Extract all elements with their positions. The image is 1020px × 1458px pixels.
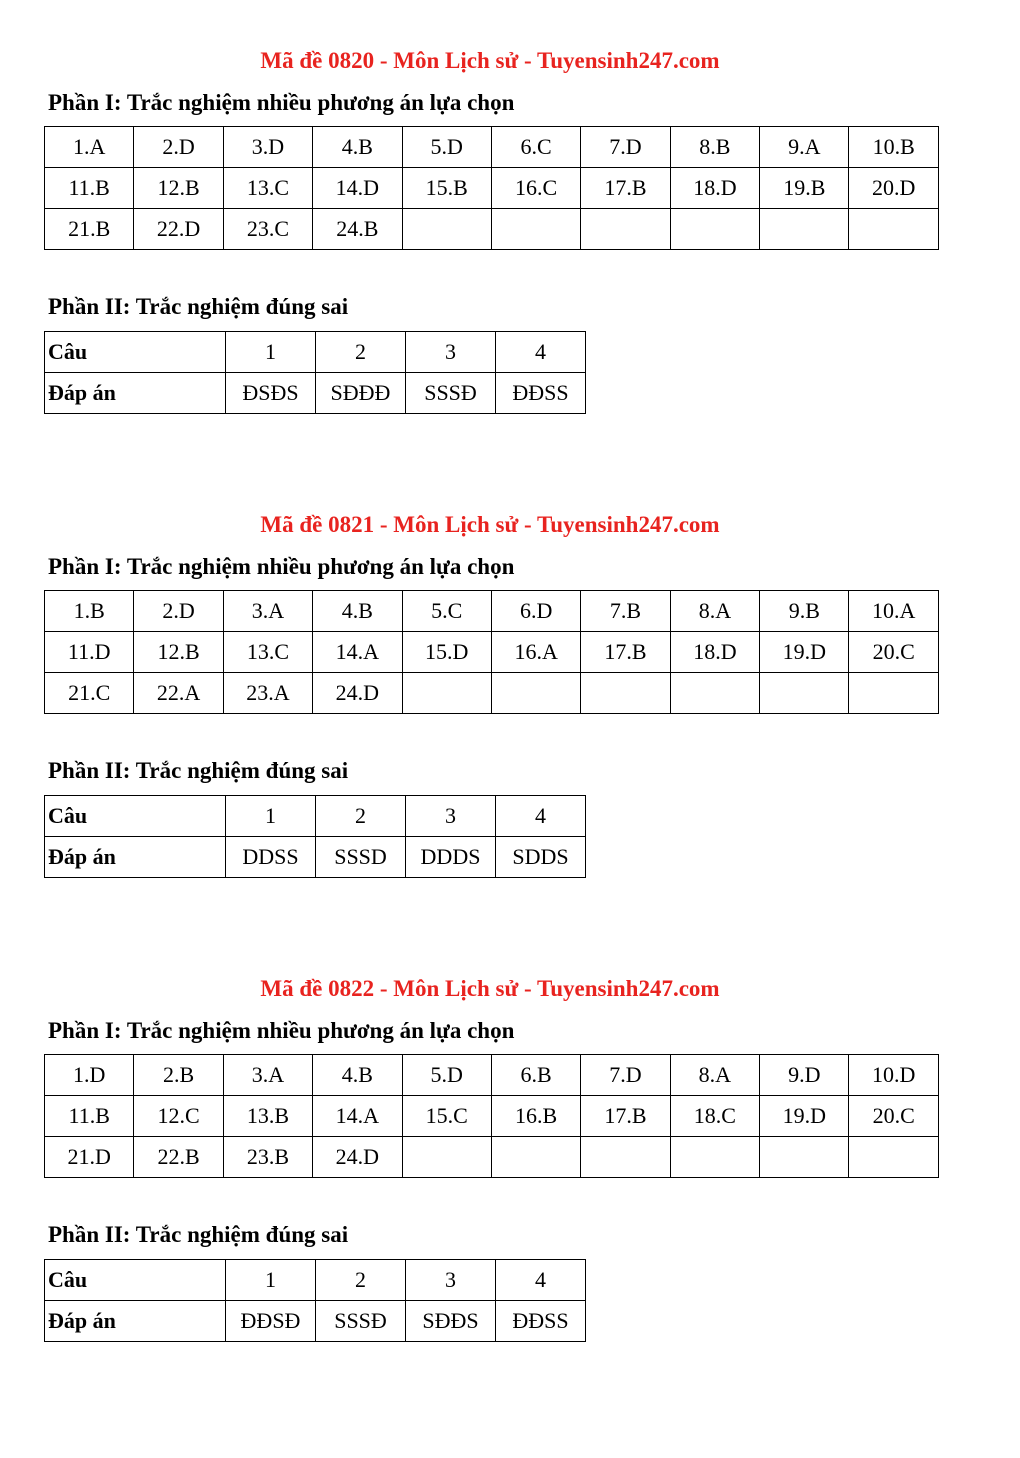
answer-cell: 6.D <box>491 591 580 632</box>
tf-answer-cell: DDDS <box>406 837 496 878</box>
tf-answer-cell: ĐĐSĐ <box>226 1301 316 1342</box>
answer-cell: 10.B <box>849 127 939 168</box>
answer-cell: 2.B <box>134 1055 223 1096</box>
answer-cell: 6.B <box>491 1055 580 1096</box>
table-row <box>45 127 939 168</box>
answer-cell: 9.B <box>760 591 849 632</box>
answer-cell: 21.D <box>45 1137 134 1178</box>
answer-cell <box>402 1137 491 1178</box>
question-number: 4 <box>496 332 586 373</box>
answer-cell: 13.C <box>223 632 312 673</box>
answer-cell: 1.A <box>45 127 134 168</box>
answer-cell <box>760 1137 849 1178</box>
part1-answer-table <box>44 126 939 250</box>
answer-cell: 3.A <box>223 1055 312 1096</box>
question-number: 3 <box>406 332 496 373</box>
table-row <box>45 796 586 837</box>
answer-cell: 16.C <box>491 168 580 209</box>
answer-cell: 7.D <box>581 1055 670 1096</box>
answer-cell: 23.C <box>223 209 312 250</box>
answer-cell <box>491 673 580 714</box>
answer-cell: 5.D <box>402 127 491 168</box>
exam-title: Mã đề 0820 - Môn Lịch sử - Tuyensinh247.com <box>260 48 720 73</box>
answer-cell: 18.D <box>670 632 759 673</box>
answer-cell: 9.D <box>760 1055 849 1096</box>
answer-cell: 13.B <box>223 1096 312 1137</box>
answer-cell: 15.C <box>402 1096 491 1137</box>
part2-answer-table <box>44 795 586 878</box>
table-row <box>45 1096 939 1137</box>
answer-cell: 4.B <box>313 1055 402 1096</box>
table-row <box>45 332 586 373</box>
answer-cell <box>760 209 849 250</box>
answer-cell <box>670 1137 759 1178</box>
part1-title: Phần I: Trắc nghiệm nhiều phương án lựa chọn <box>48 90 515 115</box>
answer-cell: 12.C <box>134 1096 223 1137</box>
answer-cell: 12.B <box>134 168 223 209</box>
answer-cell <box>670 673 759 714</box>
table-row <box>45 673 939 714</box>
question-number: 1 <box>226 332 316 373</box>
answer-cell: 22.B <box>134 1137 223 1178</box>
table-row <box>45 1137 939 1178</box>
answer-cell <box>581 1137 670 1178</box>
cau-label: Câu <box>45 332 226 373</box>
answer-cell: 18.D <box>670 168 759 209</box>
answer-cell: 4.B <box>313 591 402 632</box>
table-row <box>45 1301 586 1342</box>
question-number: 1 <box>226 1260 316 1301</box>
part1-title: Phần I: Trắc nghiệm nhiều phương án lựa chọn <box>48 1018 515 1043</box>
answer-cell: 14.A <box>313 1096 402 1137</box>
answer-cell: 17.B <box>581 168 670 209</box>
answer-cell: 9.A <box>760 127 849 168</box>
answer-cell: 20.C <box>849 1096 939 1137</box>
table-row <box>45 591 939 632</box>
answer-cell: 22.A <box>134 673 223 714</box>
answer-cell: 14.D <box>313 168 402 209</box>
question-number: 3 <box>406 1260 496 1301</box>
table-row <box>45 1260 586 1301</box>
answer-cell: 17.B <box>581 1096 670 1137</box>
answer-cell: 10.A <box>849 591 939 632</box>
answer-cell: 24.B <box>313 209 402 250</box>
part2-answer-table <box>44 1259 586 1342</box>
part2-title: Phần II: Trắc nghiệm đúng sai <box>48 1222 349 1247</box>
answer-cell: 18.C <box>670 1096 759 1137</box>
answer-cell <box>849 673 939 714</box>
part1-answer-table <box>44 590 939 714</box>
answer-cell: 15.B <box>402 168 491 209</box>
answer-cell: 11.D <box>45 632 134 673</box>
answer-cell: 24.D <box>313 1137 402 1178</box>
answer-cell <box>670 209 759 250</box>
answer-cell: 12.B <box>134 632 223 673</box>
answer-cell: 1.B <box>45 591 134 632</box>
tf-answer-cell: SSSĐ <box>406 373 496 414</box>
answer-cell: 3.A <box>223 591 312 632</box>
answer-cell: 8.A <box>670 591 759 632</box>
question-number: 2 <box>316 796 406 837</box>
answer-cell: 20.D <box>849 168 939 209</box>
answer-cell: 21.B <box>45 209 134 250</box>
part2-title: Phần II: Trắc nghiệm đúng sai <box>48 758 349 783</box>
tf-answer-cell: DDSS <box>226 837 316 878</box>
answer-cell: 5.D <box>402 1055 491 1096</box>
tf-answer-cell: SĐĐS <box>406 1301 496 1342</box>
answer-cell: 17.B <box>581 632 670 673</box>
question-number: 1 <box>226 796 316 837</box>
question-number: 4 <box>496 796 586 837</box>
answer-cell <box>849 209 939 250</box>
answer-cell: 16.A <box>491 632 580 673</box>
answer-cell: 6.C <box>491 127 580 168</box>
exam-title: Mã đề 0822 - Môn Lịch sử - Tuyensinh247.com <box>260 976 720 1001</box>
answer-cell: 2.D <box>134 127 223 168</box>
tf-answer-cell: SSSĐ <box>316 1301 406 1342</box>
dapan-label: Đáp án <box>45 373 226 414</box>
answer-cell: 13.C <box>223 168 312 209</box>
part1-title: Phần I: Trắc nghiệm nhiều phương án lựa chọn <box>48 554 515 579</box>
answer-cell: 7.B <box>581 591 670 632</box>
part2-answer-table <box>44 331 586 414</box>
tf-answer-cell: ĐSĐS <box>226 373 316 414</box>
dapan-label: Đáp án <box>45 837 226 878</box>
tf-answer-cell: ĐĐSS <box>496 373 586 414</box>
answer-cell: 2.D <box>134 591 223 632</box>
answer-cell: 16.B <box>491 1096 580 1137</box>
question-number: 2 <box>316 332 406 373</box>
answer-cell <box>491 1137 580 1178</box>
part1-answer-table <box>44 1054 939 1178</box>
answer-cell: 19.D <box>760 632 849 673</box>
table-row <box>45 1055 939 1096</box>
answer-cell: 4.B <box>313 127 402 168</box>
answer-cell: 23.A <box>223 673 312 714</box>
question-number: 2 <box>316 1260 406 1301</box>
cau-label: Câu <box>45 796 226 837</box>
answer-cell: 24.D <box>313 673 402 714</box>
answer-cell: 23.B <box>223 1137 312 1178</box>
answer-cell <box>581 673 670 714</box>
answer-cell: 15.D <box>402 632 491 673</box>
exam-title: Mã đề 0821 - Môn Lịch sử - Tuyensinh247.com <box>260 512 720 537</box>
answer-cell: 8.B <box>670 127 759 168</box>
tf-answer-cell: SDDS <box>496 837 586 878</box>
answer-cell <box>849 1137 939 1178</box>
answer-cell: 21.C <box>45 673 134 714</box>
answer-cell: 3.D <box>223 127 312 168</box>
answer-cell: 5.C <box>402 591 491 632</box>
answer-cell: 7.D <box>581 127 670 168</box>
table-row <box>45 837 586 878</box>
tf-answer-cell: SSSD <box>316 837 406 878</box>
answer-cell: 19.D <box>760 1096 849 1137</box>
answer-cell <box>402 209 491 250</box>
answer-cell <box>581 209 670 250</box>
table-row <box>45 632 939 673</box>
answer-cell: 11.B <box>45 168 134 209</box>
dapan-label: Đáp án <box>45 1301 226 1342</box>
answer-cell: 14.A <box>313 632 402 673</box>
answer-cell: 8.A <box>670 1055 759 1096</box>
answer-cell: 1.D <box>45 1055 134 1096</box>
question-number: 4 <box>496 1260 586 1301</box>
tf-answer-cell: SĐĐĐ <box>316 373 406 414</box>
answer-cell: 11.B <box>45 1096 134 1137</box>
answer-cell: 19.B <box>760 168 849 209</box>
tf-answer-cell: ĐĐSS <box>496 1301 586 1342</box>
answer-cell: 10.D <box>849 1055 939 1096</box>
table-row <box>45 209 939 250</box>
answer-cell: 20.C <box>849 632 939 673</box>
answer-cell <box>402 673 491 714</box>
question-number: 3 <box>406 796 496 837</box>
part2-title: Phần II: Trắc nghiệm đúng sai <box>48 294 349 319</box>
cau-label: Câu <box>45 1260 226 1301</box>
table-row <box>45 168 939 209</box>
answer-cell <box>760 673 849 714</box>
table-row <box>45 373 586 414</box>
answer-cell <box>491 209 580 250</box>
answer-cell: 22.D <box>134 209 223 250</box>
